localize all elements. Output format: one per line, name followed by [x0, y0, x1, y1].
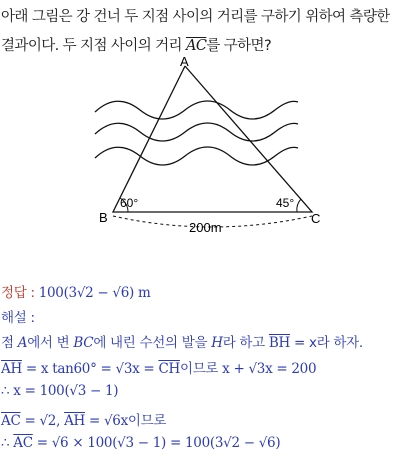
segment-ac: $\overline{AC}$: [185, 38, 207, 54]
sol-segment-ch: $\overline{CH}$: [158, 361, 180, 377]
triangle-sides: [113, 66, 312, 212]
sol-segment-bh: $\overline{BH}$: [268, 335, 291, 351]
question-line-1: 아래 그림은 강 건너 두 지점 사이의 거리를 구하기 위하여 측량한: [1, 9, 390, 25]
answer-value: 100(3√2 − √6) m: [38, 285, 151, 301]
angle-arc-c: [297, 199, 301, 212]
answer-line: [1, 281, 150, 301]
solution-line-4: [1, 409, 166, 429]
sol-segment-ac: $\overline{AC}$: [13, 435, 33, 451]
solution-label: 해설 :: [1, 310, 35, 326]
sol-segment-ac: $\overline{AC}$: [1, 413, 21, 429]
answer-label: 정답 :: [1, 285, 39, 301]
question-text-end: 를 구하면?: [206, 38, 272, 54]
sol-text: = √2,: [20, 413, 65, 429]
solution-line-2: [1, 357, 316, 377]
river-wave-2: [95, 123, 298, 141]
sol-text: 점: [1, 335, 18, 351]
triangle-figure: [0, 50, 400, 250]
vertex-c-label: C: [311, 211, 321, 226]
vertex-a-label: A: [180, 54, 189, 69]
angle-c-label: 45°: [276, 196, 295, 210]
solution-line-5: [1, 435, 280, 451]
solution-line-1: [1, 331, 363, 351]
sol-text: 라 하고: [222, 335, 269, 351]
river-wave-3: [95, 147, 298, 165]
angle-b-label: 60°: [120, 196, 139, 210]
question-text: 결과이다. 두 지점 사이의 거리: [1, 38, 186, 54]
solution-line-3: ∴ x = 100(√3 − 1): [1, 383, 119, 399]
sol-text: 에 내린 수선의 발을: [93, 335, 212, 351]
sol-segment-ah: $\overline{AH}$: [64, 413, 85, 429]
sol-text: = x tan60° = √3x =: [21, 361, 159, 377]
sol-text: = x라 하자.: [290, 335, 363, 351]
sol-math-bc: BC: [73, 335, 94, 351]
sol-math-a: A: [17, 335, 28, 351]
sol-text: = √6 × 100(√3 − 1) = 100(3√2 − √6): [32, 435, 281, 451]
sol-therefore: ∴: [1, 435, 14, 451]
sol-text: 이므로 x + √3x = 200: [179, 361, 317, 377]
sol-text: 에서 변: [27, 335, 74, 351]
sol-math-h: H: [211, 335, 223, 351]
vertex-b-label: B: [99, 210, 108, 225]
river-wave-1: [95, 101, 298, 119]
sol-text: = √6x이므로: [85, 413, 167, 429]
sol-segment-ah: $\overline{AH}$: [1, 361, 22, 377]
base-length-label: 200m: [189, 220, 222, 235]
